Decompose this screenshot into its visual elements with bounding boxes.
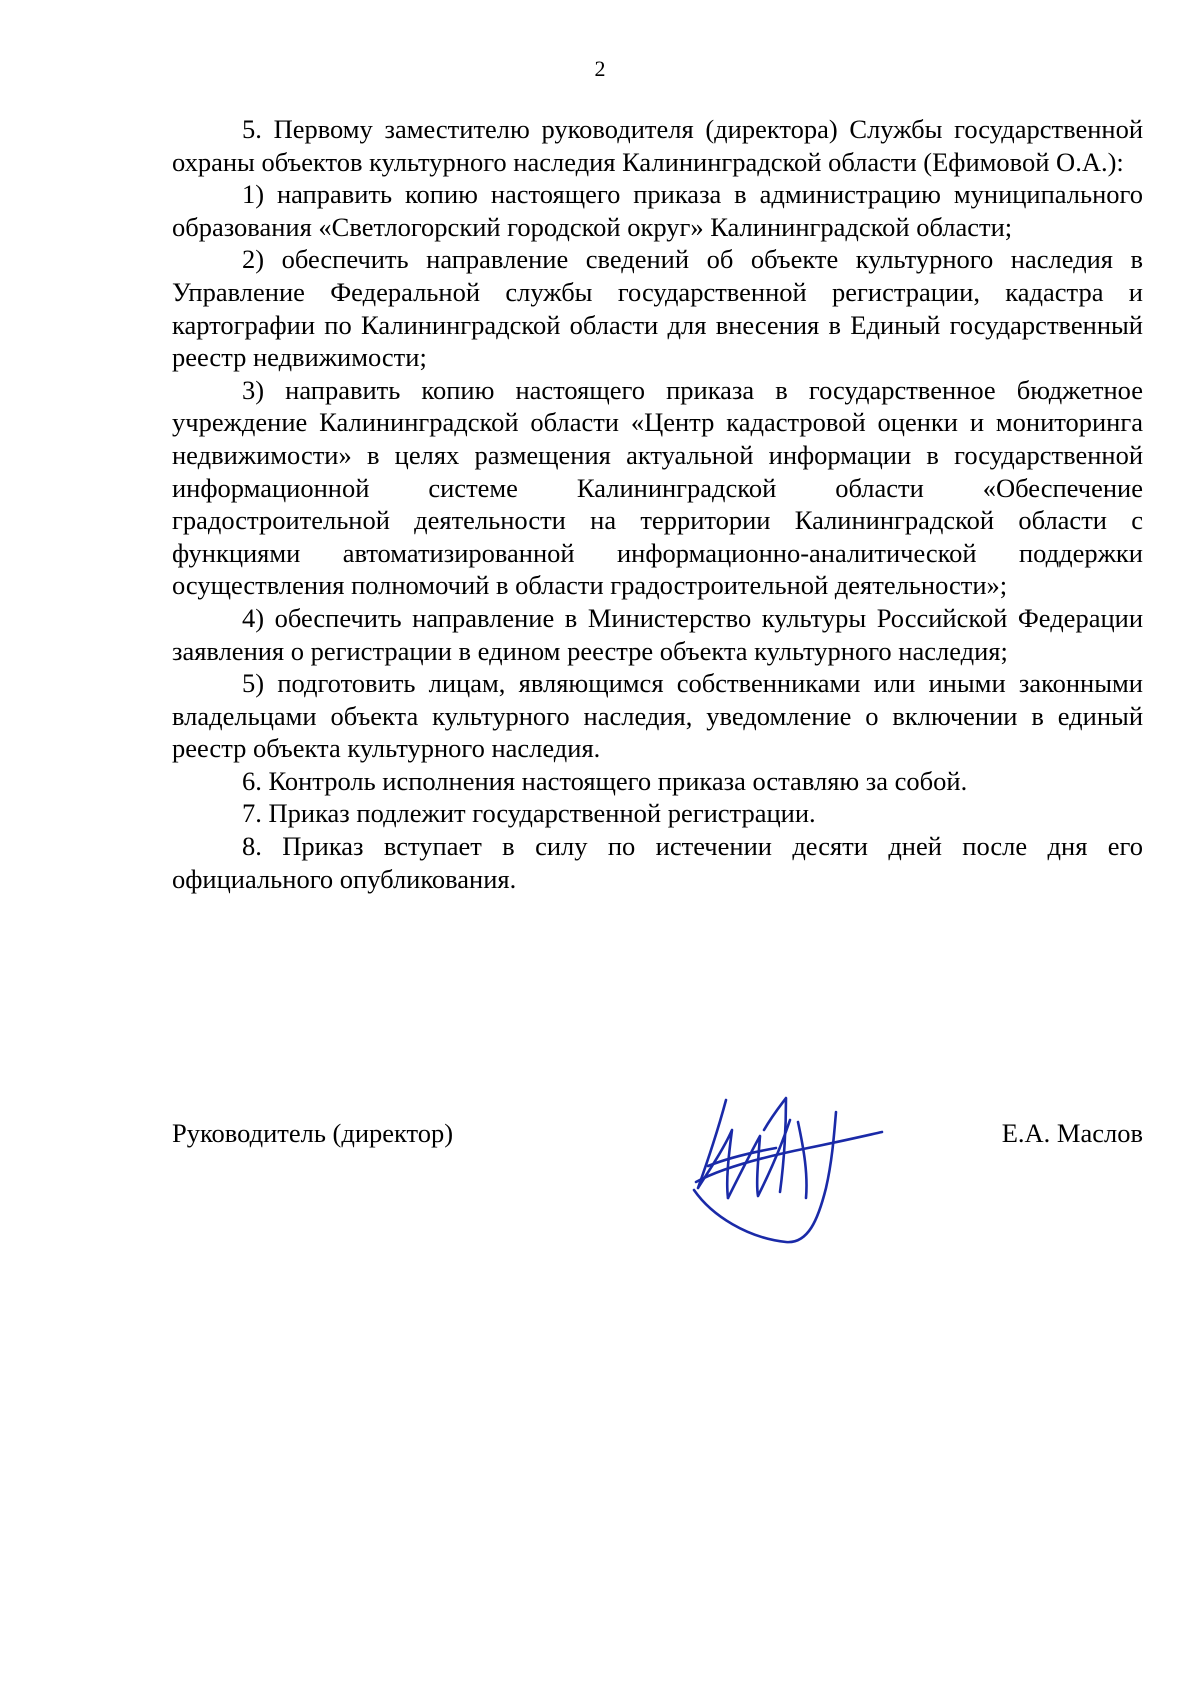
paragraph-item-8: 8. Приказ вступает в силу по истечении десяти дней после дня его официального опубликования. [172, 831, 1143, 894]
paragraph-item-6: 6. Контроль исполнения настоящего приказа оставляю за собой. [242, 765, 968, 796]
subitem-5: 5) подготовить лицам, являющимся собственниками или иными законными владельцами объекта культурного наследия, уведомление о включении в единый реестр объекта культурного наследия. [172, 668, 1143, 764]
page-number: 2 [594, 56, 606, 81]
subitem-2: 2) обеспечить направление сведений об объекте культурного наследия в Управление Федеральной службы государственной регистрации, кадастра и картографии по Калининградской области для внесения в Единый государственный реестр недвижимости; [172, 244, 1143, 373]
subitem-3: 3) направить копию настоящего приказа в государственное бюджетное учреждение Калининградской области «Центр кадастровой оценки и мониторинга недвижимости» в целях размещения актуальной информации в государственной информационной системе Калининградской области «Обеспечение градостроительной деятельности на территории Калининградской области с функциями автоматизированной информационно-аналитической поддержки осуществления полномочий в области градостроительной деятельности»; [172, 374, 1143, 601]
subitem-1: 1) направить копию настоящего приказа в администрацию муниципального образования «Светлогорский городской округ» Калининградской области; [172, 179, 1143, 242]
paragraph-item-7: 7. Приказ подлежит государственной регистрации. [242, 798, 816, 829]
signer-position: Руководитель (директор) [172, 1118, 454, 1148]
order-body [172, 113, 1143, 895]
signer-name: Е.А. Маслов [1001, 1118, 1143, 1148]
subitem-4: 4) обеспечить направление в Министерство культуры Российской Федерации заявления о регистрации в едином реестре объекта культурного наследия; [172, 602, 1143, 666]
handwritten-signature [668, 1070, 888, 1250]
signature-strokes [694, 1098, 882, 1242]
paragraph-item-5: 5. Первому заместителю руководителя (директора) Службы государственной охраны объектов культурного наследия Калининградской области (Ефимовой О.А.): [172, 114, 1143, 177]
